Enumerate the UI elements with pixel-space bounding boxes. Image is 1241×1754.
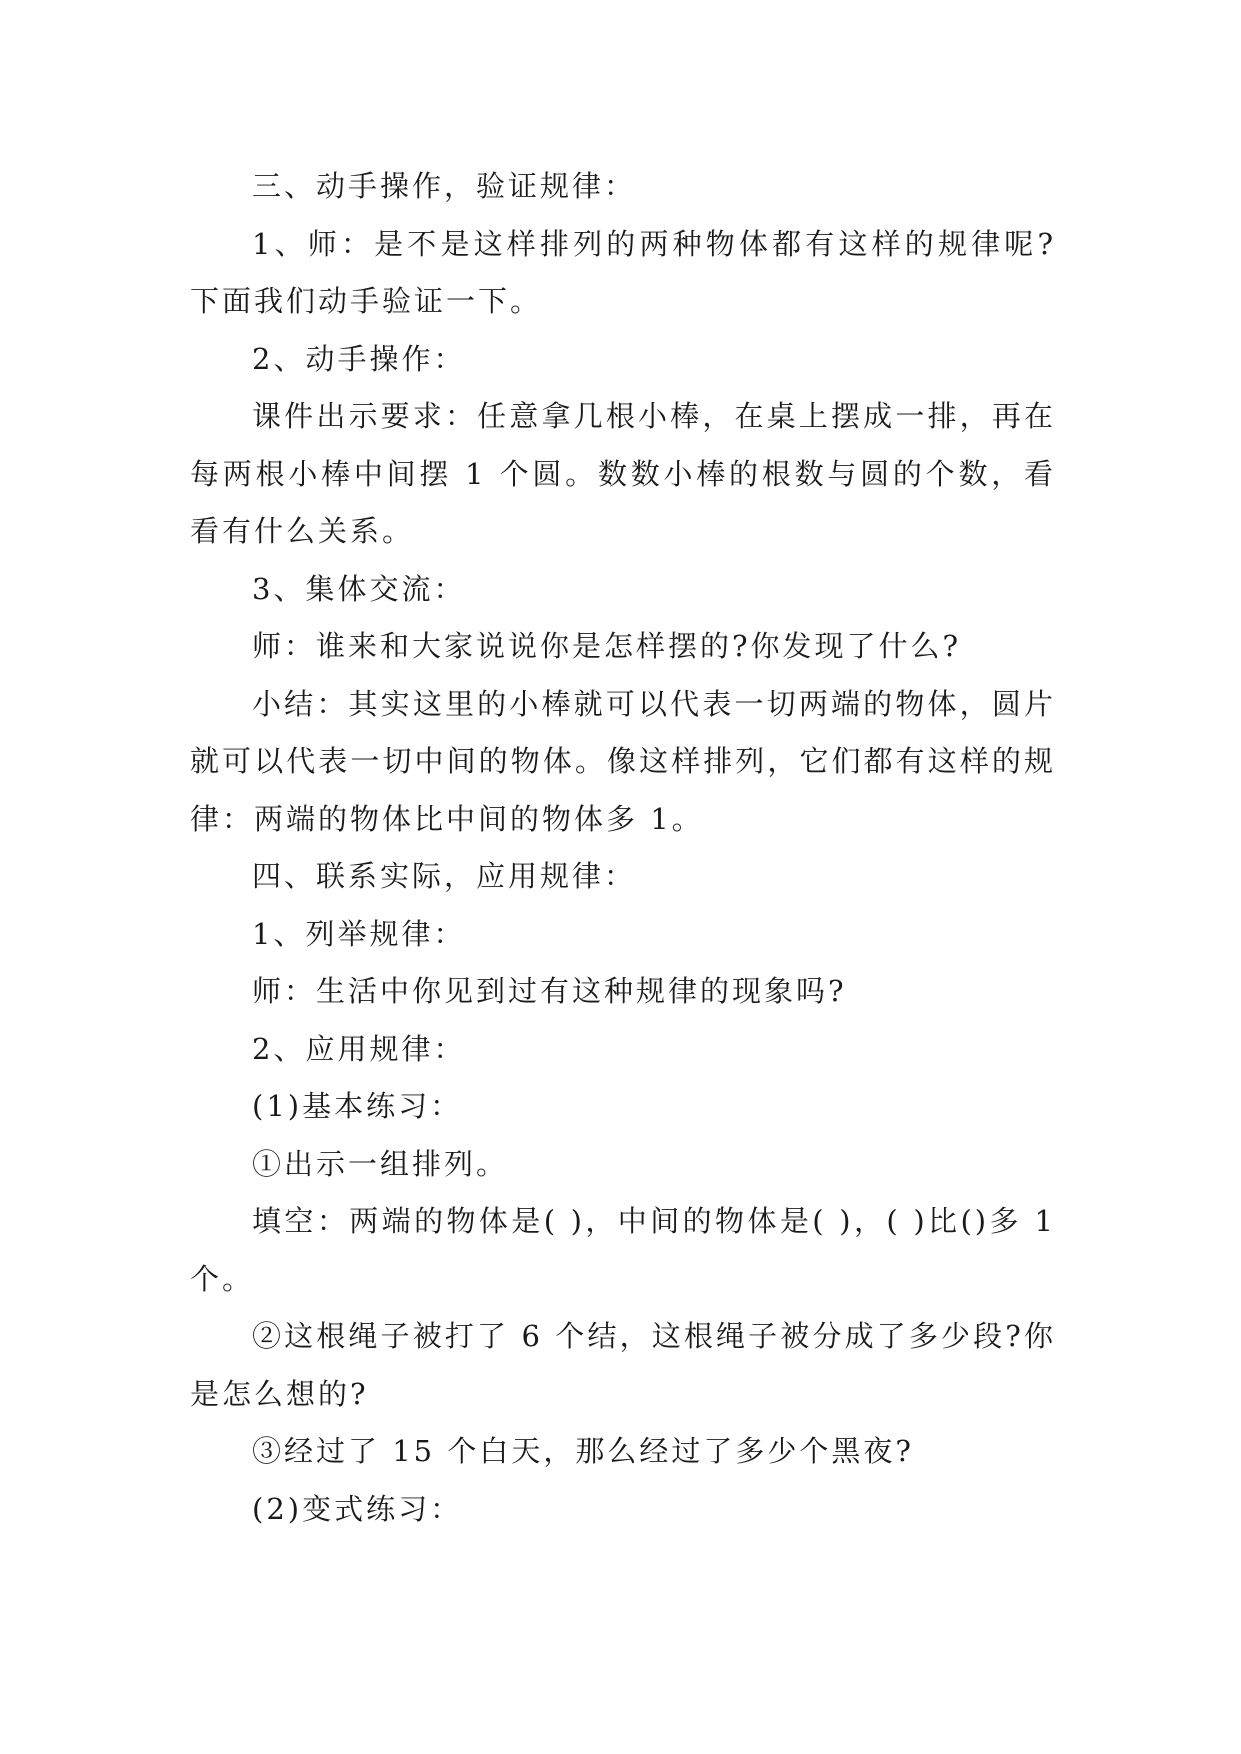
paragraph-teacher-life-question: 师：生活中你见到过有这种规律的现象吗? <box>252 974 847 1008</box>
paragraph-summary: 小结：其实这里的小棒就可以代表一切两端的物体，圆片就可以代表一切中间的物体。像这样排列，它们都有这样的规律：两端的物体比中间的物体多 1。 <box>190 686 1056 836</box>
subheading-variant-practice: (2)变式练习： <box>252 1491 463 1526</box>
section-heading-hands-on: 三、动手操作，验证规律： <box>252 169 637 203</box>
subheading-hands-on-operation: 2、动手操作： <box>252 341 466 376</box>
subheading-basic-practice: (1)基本练习： <box>252 1089 463 1123</box>
subheading-apply-rules: 2、应用规律： <box>252 1031 466 1066</box>
item-days-nights: ③经过了 15 个白天，那么经过了多少个黑夜? <box>252 1434 914 1468</box>
section-heading-apply: 四、联系实际，应用规律： <box>252 859 637 893</box>
subheading-list-rules: 1、列举规律： <box>252 916 466 951</box>
paragraph-teacher-prompt: 师：谁来和大家说说你是怎样摆的?你发现了什么? <box>252 629 962 663</box>
document-body <box>190 158 1056 1538</box>
item-rope-knots: ②这根绳子被打了 6 个结，这根绳子被分成了多少段?你是怎么想的? <box>190 1319 1056 1411</box>
paragraph-fill-blank: 填空：两端的物体是( )，中间的物体是( )，( )比()多 1 个。 <box>190 1204 1056 1296</box>
item-show-arrangement: ①出示一组排列。 <box>252 1146 509 1181</box>
paragraph-teacher-question: 1、师：是不是这样排列的两种物体都有这样的规律呢?下面我们动手验证一下。 <box>190 226 1056 318</box>
subheading-group-exchange: 3、集体交流： <box>252 571 466 606</box>
paragraph-courseware-requirement: 课件出示要求：任意拿几根小棒，在桌上摆成一排，再在每两根小棒中间摆 1 个圆。数数小棒的根数与圆的个数，看看有什么关系。 <box>190 399 1056 548</box>
